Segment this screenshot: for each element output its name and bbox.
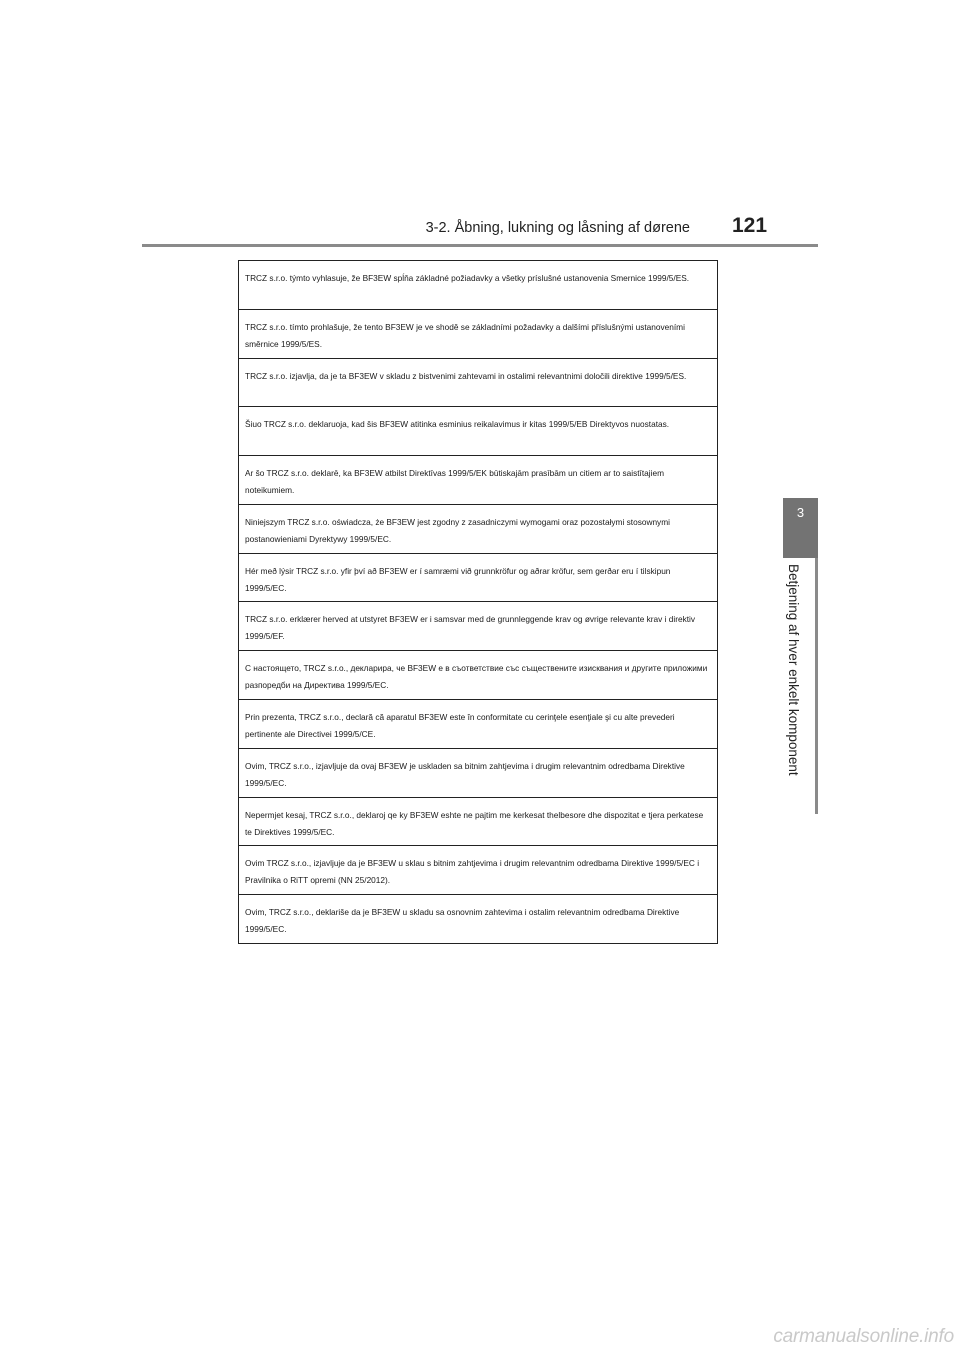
page-number: 121 (732, 214, 768, 237)
declaration-row: Šiuo TRCZ s.r.o. deklaruoja, kad šis BF3EW atitinka esminius reikalavimus ir kitas 1999/5/EB Direktyvos nuostatas. (239, 407, 717, 456)
declaration-row: Hér með lýsir TRCZ s.r.o. yfir því að BF3EW er í samræmi við grunnkröfur og aðrar kröfur, sem gerðar eru í tilskipun 1999/5/EC. (239, 554, 717, 603)
declaration-table (238, 260, 718, 944)
declaration-row: Nepermjet kesaj, TRCZ s.r.o., deklaroj qe ky BF3EW eshte ne pajtim me kerkesat thelbesore dhe dispozitat e tjera perkatese te Direktives 1999/5/EC. (239, 798, 717, 847)
declaration-row: TRCZ s.r.o. tímto prohlašuje, že tento BF3EW je ve shodě se základními požadavky a dalšími příslušnými ustanoveními směrnice 1999/5/ES. (239, 310, 717, 359)
declaration-row: TRCZ s.r.o. izjavlja, da je ta BF3EW v skladu z bistvenimi zahtevami in ostalimi relevantnimi določili direktive 1999/5/ES. (239, 359, 717, 408)
chapter-number: 3 (796, 505, 805, 520)
side-divider (815, 558, 818, 814)
declaration-row: Ovim, TRCZ s.r.o., izjavljuje da ovaj BF3EW je uskladen sa bitnim zahtjevima i drugim relevantnim odredbama Direktive 1999/5/EC. (239, 749, 717, 798)
header-divider (142, 244, 818, 247)
declaration-row: Prin prezenta, TRCZ s.r.o., declară că aparatul BF3EW este în conformitate cu cerinţele esenţiale şi cu alte prevederi pertinente ale Directivei 1999/5/CE. (239, 700, 717, 749)
declaration-row: Ovim TRCZ s.r.o., izjavljuje da je BF3EW u sklau s bitnim zahtjevima i drugim relevantnim odredbama Direktive 1999/5/EC i Pravilnika o RiTT opremi (NN 25/2012). (239, 846, 717, 895)
declaration-row: TRCZ s.r.o. erklærer herved at utstyret BF3EW er i samsvar med de grunnleggende krav og øvrige relevante krav i direktiv 1999/5/EF. (239, 602, 717, 651)
chapter-tab (783, 498, 818, 558)
section-title: 3-2. Åbning, lukning og låsning af dørene (425, 220, 690, 236)
watermark: carmanualsonline.info (773, 1326, 954, 1347)
declaration-row: Ar šo TRCZ s.r.o. deklarē, ka BF3EW atbilst Direktīvas 1999/5/EK būtiskajām prasībām un citiem ar to saistītajiem noteikumiem. (239, 456, 717, 505)
declaration-row: С настоящето, TRCZ s.r.o., декларира, че BF3EW е в съответствие със съществените изисквания и другите приложими разпоредби на Директива 1999/5/EC. (239, 651, 717, 700)
declaration-row: Niniejszym TRCZ s.r.o. oświadcza, że BF3EW jest zgodny z zasadniczymi wymogami oraz pozostałymi stosownymi postanowieniami Dyrektywy 1999/5/EC. (239, 505, 717, 554)
declaration-row: Ovim, TRCZ s.r.o., deklariše da je BF3EW u skladu sa osnovnim zahtevima i ostalim relevantnim odredbama Direktive 1999/5/EC. (245, 907, 680, 935)
chapter-label: Betjening af hver enkelt komponent (786, 564, 801, 776)
declaration-row: TRCZ s.r.o. týmto vyhlasuje, že BF3EW spĺňa základné požiadavky a všetky príslušné ustanovenia Smernice 1999/5/ES. (239, 261, 717, 310)
